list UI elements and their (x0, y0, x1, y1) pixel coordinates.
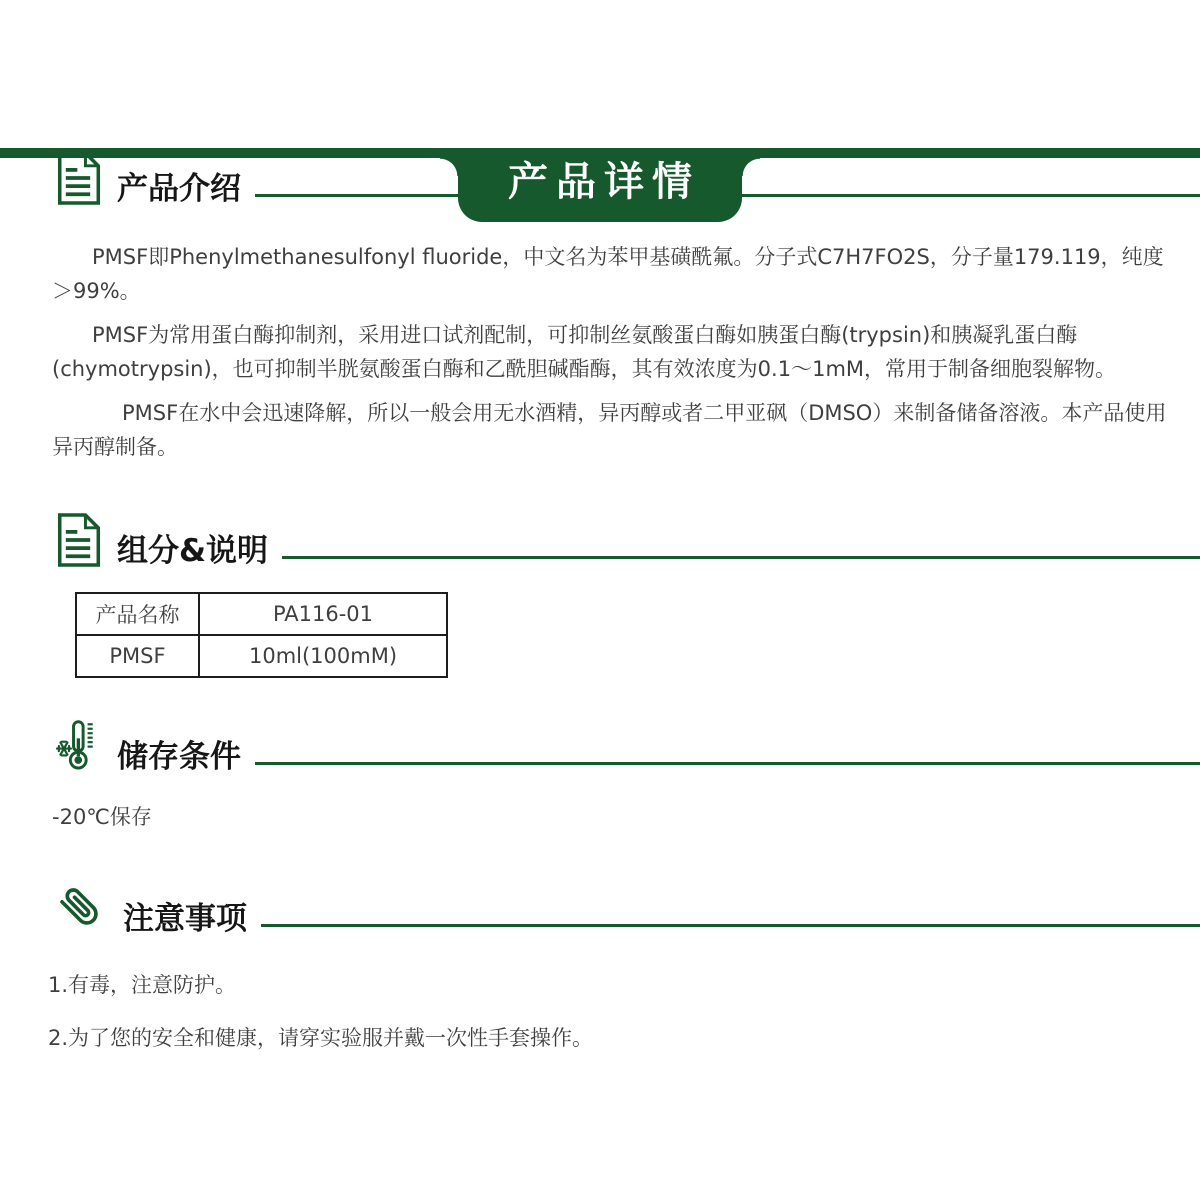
section-header-storage (55, 716, 1200, 776)
note-item: 2.为了您的安全和健康，请穿实验服并戴一次性手套操作。 (48, 1026, 594, 1050)
page-title: 产品详情 (508, 159, 700, 205)
table-row (76, 635, 447, 677)
thermometer-snowflake-icon (55, 719, 101, 773)
table-cell-product-code: PA116-01 (199, 593, 447, 635)
banner-tab (458, 148, 742, 222)
section-title-notes: 注意事项 (123, 900, 247, 937)
table-cell-component-name: PMSF (76, 635, 199, 677)
paragraph: PMSF为常用蛋白酶抑制剂，采用进口试剂配制，可抑制丝氨酸蛋白酶如胰蛋白酶(trypsin)和胰凝乳蛋白酶(chymotrypsin)，也可抑制半胱氨酸蛋白酶和乙酰胆碱酯酶，其有效浓度为0.1～1mM，常用于制备细胞裂解物。 (52, 323, 1117, 381)
section-header-components (55, 510, 1200, 570)
notes-list (48, 970, 1182, 1053)
paragraph: PMSF即Phenylmethanesulfonyl fluoride，中文名为苯甲基磺酰氟。分子式C7H7FO2S，分子量179.119，纯度＞99%。 (52, 245, 1164, 303)
intro-paragraphs (52, 240, 1182, 464)
section-underline (261, 924, 1200, 927)
section-underline (255, 762, 1200, 765)
storage-condition-text: -20℃保存 (52, 805, 152, 829)
note-item: 1.有毒，注意防护。 (48, 973, 237, 997)
document-icon (55, 512, 101, 568)
table-cell-product-name-label: 产品名称 (76, 593, 199, 635)
paragraph: PMSF在水中会迅速降解，所以一般会用无水酒精，异丙醇或者二甲亚砜（DMSO）来制备储备溶液。本产品使用异丙醇制备。 (52, 401, 1167, 459)
section-title-storage: 储存条件 (117, 738, 241, 775)
section-title-components: 组分&说明 (117, 532, 269, 569)
paperclip-icon (55, 880, 107, 936)
document-icon (55, 150, 101, 206)
spec-table (75, 592, 448, 678)
table-cell-component-volume: 10ml(100mM) (199, 635, 447, 677)
table-row (76, 593, 447, 635)
section-header-notes (55, 878, 1200, 938)
section-underline (282, 556, 1200, 559)
section-title-intro: 产品介绍 (117, 170, 241, 207)
